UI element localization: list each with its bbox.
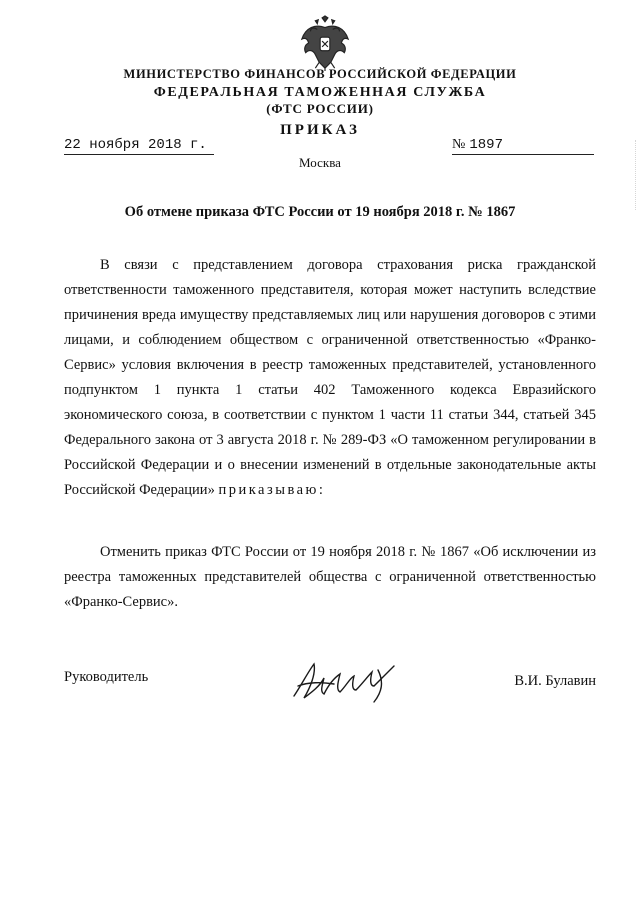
order-number-field [452, 137, 594, 155]
service-title: ФЕДЕРАЛЬНАЯ ТАМОЖЕННАЯ СЛУЖБА [153, 85, 487, 100]
order-date: 22 ноября 2018 г. [64, 137, 214, 155]
signatory-role: Руководитель [64, 669, 149, 685]
service-short-title: (ФТС РОССИИ) [266, 101, 374, 116]
body-paragraph-2: Отменить приказ ФТС России от 19 ноября 2018 г. № 1867 «Об исключении из реестра таможенных представителей общества с ограниченной ответственностью «Франко-Сервис». [64, 544, 596, 610]
body-paragraph-1 [64, 253, 596, 503]
order-subject: Об отмене приказа ФТС России от 19 ноября 2018 г. № 1867 [124, 204, 516, 220]
scan-margin-noise [621, 140, 636, 210]
document-type: ПРИКАЗ [280, 122, 360, 138]
signatory-name: В.И. Булавин [514, 673, 596, 689]
order-number: 1897 [469, 137, 503, 153]
russian-coat-of-arms-icon [296, 14, 354, 72]
city: Москва [299, 155, 341, 170]
handwritten-signature-icon [288, 656, 408, 706]
ministry-title: МИНИСТЕРСТВО ФИНАНСОВ РОССИЙСКОЙ ФЕДЕРАЦИИ [123, 67, 517, 81]
body-paragraph-1-text: В связи с представлением договора страхования риска гражданской ответственности таможенного представителя, которая может наступить вследствие причинения вреда имуществу представляемых лиц или нарушения договоров с этими лицами, и соблюдением обществом с ограниченной ответственностью «Франко-Сервис» условия включения в реестр таможенных представителей, установленного подпунктом 1 пункта 1 статьи 402 Таможенного кодекса Евразийского экономического союза, в соответствии с пунктом 1 части 11 статьи 344, статьей 345 Федерального закона от 3 августа 2018 г. № 289-ФЗ «О таможенном регулировании в Российской Федерации и о внесении изменений в отдельные законодательные акты Российской Федерации» [64, 257, 596, 498]
number-sign: № [452, 137, 466, 152]
order-word: приказываю: [218, 482, 326, 498]
